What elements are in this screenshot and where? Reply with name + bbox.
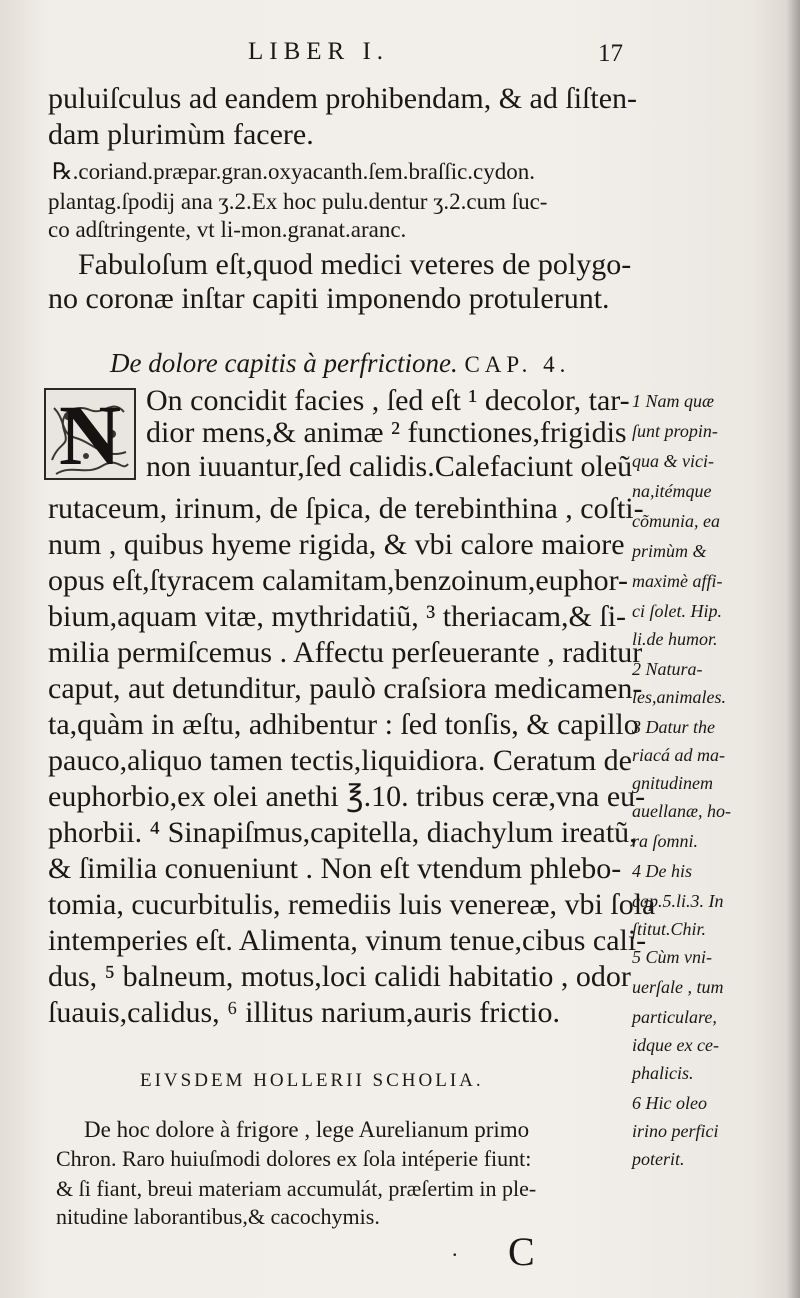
body-line: phorbii. ⁴ Sinapiſmus,capitella, diachylum ireatũ,: [48, 816, 637, 849]
margin-note-line: riacá ad ma-: [632, 745, 725, 765]
margin-note-line: na,itémque: [632, 481, 712, 501]
decorated-initial: [44, 387, 136, 483]
body-line: bium,aquam vitæ, mythridatiũ, ³ theriacam,& ſi-: [48, 600, 627, 633]
chapter-heading: [110, 348, 570, 379]
margin-note-line: 5 Cùm vni-: [632, 947, 712, 967]
body-line: caput, aut detunditur, paulò craſsiora medicamen-: [48, 672, 643, 705]
body-line: dior mens,& animæ ² functiones,frigidis: [146, 416, 627, 449]
chapter-number: CAP. 4.: [464, 352, 571, 377]
margin-note-line: uerſale , tum: [632, 977, 724, 997]
margin-note-line: particulare,: [632, 1007, 717, 1027]
fabulosum-line: Fabuloſum eſt,quod medici veteres de polygo-: [78, 248, 632, 281]
margin-note-line: 2 Natura-: [632, 659, 703, 679]
margin-note-line: auellanæ, ho-: [632, 801, 731, 821]
signature-mark: C: [508, 1229, 535, 1274]
top-paragraph-line: puluiſculus ad eandem prohibendam, & ad ſiſten-: [48, 82, 638, 115]
margin-note-line: ſtitut.Chir.: [632, 919, 707, 939]
body-line: dus, ⁵ balneum, motus,loci calidi habitatio , odor: [48, 960, 631, 993]
margin-note-line: ra ſomni.: [632, 831, 699, 851]
margin-note-line: 6 Hic oleo: [632, 1093, 707, 1113]
scholia-line: Chron. Raro huiuſmodi dolores ex ſola intéperie fiunt:: [56, 1146, 532, 1171]
margin-note-line: cõmunia, ea: [632, 511, 720, 531]
margin-note-line: poterit.: [632, 1149, 685, 1169]
recipe-line: co adſtringente, vt li-mon.granat.aranc.: [48, 217, 407, 242]
margin-note-line: qua & vici-: [632, 451, 714, 471]
recipe-line: ℞.coriand.præpar.gran.oxyacanth.ſem.braſſic.cydon.: [52, 159, 536, 184]
margin-note-line: primùm &: [632, 541, 707, 561]
page-edge-shadow: [786, 0, 800, 1298]
margin-note-line: cap.5.li.3. In: [632, 891, 724, 911]
margin-note-line: li.de humor.: [632, 629, 718, 649]
body-line: euphorbio,ex olei anethi ℥.10. tribus ceræ,vna eu-: [48, 780, 646, 813]
scholia-heading: EIVSDEM HOLLERII SCHOLIA.: [140, 1070, 484, 1091]
margin-note-line: maximè affi-: [632, 571, 723, 591]
margin-note-line: 3 Datur the: [632, 717, 715, 737]
body-line: ta,quàm in æſtu, adhibentur : ſed tonſis, & capillo: [48, 708, 639, 741]
body-line: num , quibus hyeme rigida, & vbi calore maiore: [48, 528, 625, 561]
initial-letter: N: [58, 387, 122, 483]
body-line: rutaceum, irinum, de ſpica, de terebinthina , coſti-: [48, 492, 644, 525]
margin-note-line: 1 Nam quæ: [632, 391, 715, 411]
margin-note-line: 4 De his: [632, 861, 692, 881]
printer-mark: .: [452, 1236, 458, 1261]
body-line: On concidit facies , ſed eſt ¹ decolor, tar-: [146, 384, 630, 417]
margin-note-line: ci ſolet. Hip.: [632, 601, 722, 621]
body-line: pauco,aliquo tamen tectis,liquidiora. Ceratum de: [48, 744, 632, 777]
margin-note-line: phalicis.: [632, 1063, 694, 1083]
body-line: tomia, cucurbitulis, remediis luis venereæ, vbi ſola: [48, 888, 656, 921]
body-line: & ſimilia conueniunt . Non eſt vtendum phlebo-: [48, 852, 622, 885]
body-line: non iuuantur,ſed calidis.Calefaciunt oleũ: [146, 450, 633, 483]
margin-note-line: ſunt propin-: [632, 421, 718, 441]
body-line: intemperies eſt. Alimenta, vinum tenue,cibus cali-: [48, 924, 647, 957]
running-title: LIBER I.: [248, 38, 390, 65]
page-number: 17: [598, 40, 623, 67]
scholia-line: De hoc dolore à frigore , lege Aurelianum primo: [84, 1117, 530, 1142]
chapter-title: De dolore capitis à perfrictione.: [110, 348, 458, 378]
top-paragraph-line: dam plurimùm facere.: [48, 118, 314, 151]
body-line: opus eſt,ſtyracem calamitam,benzoinum,euphor-: [48, 564, 629, 597]
body-line: ſuauis,calidus, ⁶ illitus narium,auris frictio.: [48, 996, 561, 1029]
recipe-line: plantag.ſpodij ana ʒ.2.Ex hoc pulu.dentur ʒ.2.cum ſuc-: [48, 189, 548, 214]
body-line: milia permiſcemus . Affectu perſeuerante , raditur: [48, 636, 643, 669]
margin-note-line: gnitudinem: [632, 773, 713, 793]
scholia-line: nitudine laborantibus,& cacochymis.: [56, 1204, 380, 1229]
margin-note-line: les,animales.: [632, 687, 726, 707]
scholia-line: & ſi fiant, breui materiam accumulát, præſertim in ple-: [56, 1176, 537, 1201]
margin-note-line: irino perfici: [632, 1121, 719, 1141]
margin-note-line: idque ex ce-: [632, 1035, 719, 1055]
fabulosum-line: no coronæ inſtar capiti imponendo protulerunt.: [48, 282, 610, 315]
